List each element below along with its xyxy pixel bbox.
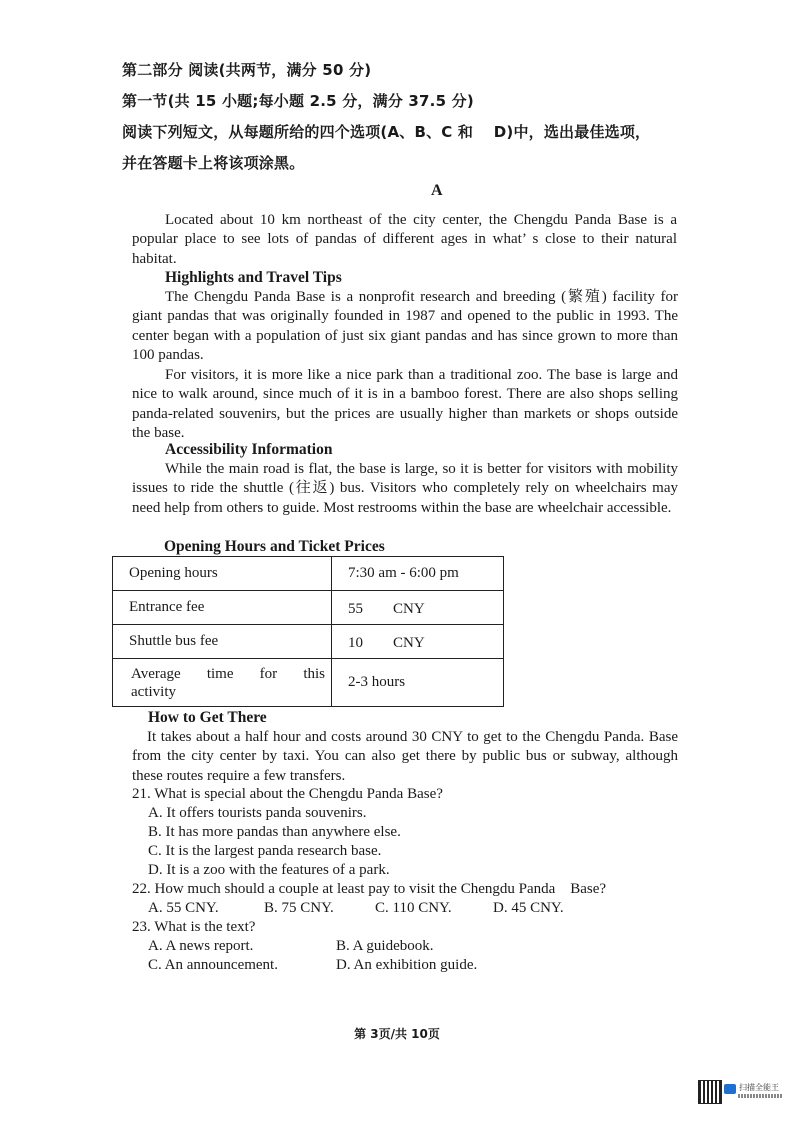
question-22-option-c: C. 110 CNY. [375,900,452,916]
instruction-line-1: 阅读下列短文，从每题所给的四个选项(A、B、C 和 D)中，选出最佳选项， [122,123,651,141]
question-21-option-a: A. It offers tourists panda souvenirs. [148,805,367,821]
question-23-stem: 23. What is the text? [132,919,256,935]
table-cell-value: 2-3 hours [332,659,504,707]
table-cell-label: Opening hours [113,557,332,591]
table-cell-value: 55 CNY [332,591,504,625]
scanner-logo-icon [724,1084,736,1094]
table-row [113,625,504,659]
directions-paragraph: It takes about a half hour and costs around 30 CNY to get to the Chengdu Panda. Base from the city center by taxi. You can also get there by public bus or subway, although these routes require a few transfers. [132,729,678,784]
table-cell-label: Shuttle bus fee [113,625,332,659]
question-23-option-b: B. A guidebook. [336,938,434,954]
highlights-paragraph-2: For visitors, it is more like a nice park than a traditional zoo. The base is large and nice to walk around, since much of it is in a bamboo forest. There are also shops selling panda-related souvenirs, but the prices are usually higher than markets or shops outside the base. [132,367,678,441]
question-23-option-a: A. A news report. [148,938,254,954]
instruction-line-2: 并在答题卡上将该项涂黑。 [122,154,305,172]
table-cell-label: Average time for this activity [113,659,332,707]
accessibility-heading: Accessibility Information [165,441,333,458]
table-cell-label: Entrance fee [113,591,332,625]
table-heading: Opening Hours and Ticket Prices [164,538,385,555]
question-21-option-d: D. It is a zoo with the features of a park. [148,862,390,878]
scanner-caption-decoration [738,1094,782,1098]
question-22-option-d: D. 45 CNY. [493,900,564,916]
question-21-option-b: B. It has more pandas than anywhere else. [148,824,401,840]
question-21-option-c: C. It is the largest panda research base. [148,843,382,859]
directions-heading: How to Get There [148,709,267,726]
page-number: 第 3页/共 10页 [354,1027,440,1041]
table-cell-value: 10 CNY [332,625,504,659]
qr-code-icon [698,1080,722,1104]
ticket-table [112,556,504,707]
highlights-heading: Highlights and Travel Tips [165,269,342,286]
table-row [113,659,504,707]
question-23-option-d: D. An exhibition guide. [336,957,478,973]
question-22-option-b: B. 75 CNY. [264,900,334,916]
question-22-stem: 22. How much should a couple at least pay to visit the Chengdu Panda Base? [132,881,607,897]
question-22-option-a: A. 55 CNY. [148,900,219,916]
passage-letter: A [431,182,443,199]
table-row [113,591,504,625]
part-title: 第二部分 阅读(共两节，满分 50 分) [122,61,372,79]
scanner-name: 扫描全能王 [739,1083,779,1092]
table-cell-value: 7:30 am - 6:00 pm [332,557,504,591]
accessibility-paragraph: While the main road is flat, the base is large, so it is better for visitors with mobility issues to ride the shuttle (往返) bus. Visitors who completely rely on wheelchairs may need help from others to guide. Most restrooms within the base are wheelchair accessible. [132,461,678,516]
table-row [113,557,504,591]
question-21-stem: 21. What is special about the Chengdu Panda Base? [132,786,443,802]
section-title: 第一节(共 15 小题;每小题 2.5 分，满分 37.5 分) [122,92,474,110]
highlights-paragraph-1: The Chengdu Panda Base is a nonprofit research and breeding (繁殖) facility for giant pandas that was originally founded in 1987 and opened to the public in 1993. The center began with a population of just six giant pandas and has since grown to more than 100 pandas. [132,289,678,363]
passage-intro: Located about 10 km northeast of the city center, the Chengdu Panda Base is a popular place to see lots of pandas of different ages in what’ s close to their natural habitat. [132,212,677,267]
question-23-option-c: C. An announcement. [148,957,278,973]
